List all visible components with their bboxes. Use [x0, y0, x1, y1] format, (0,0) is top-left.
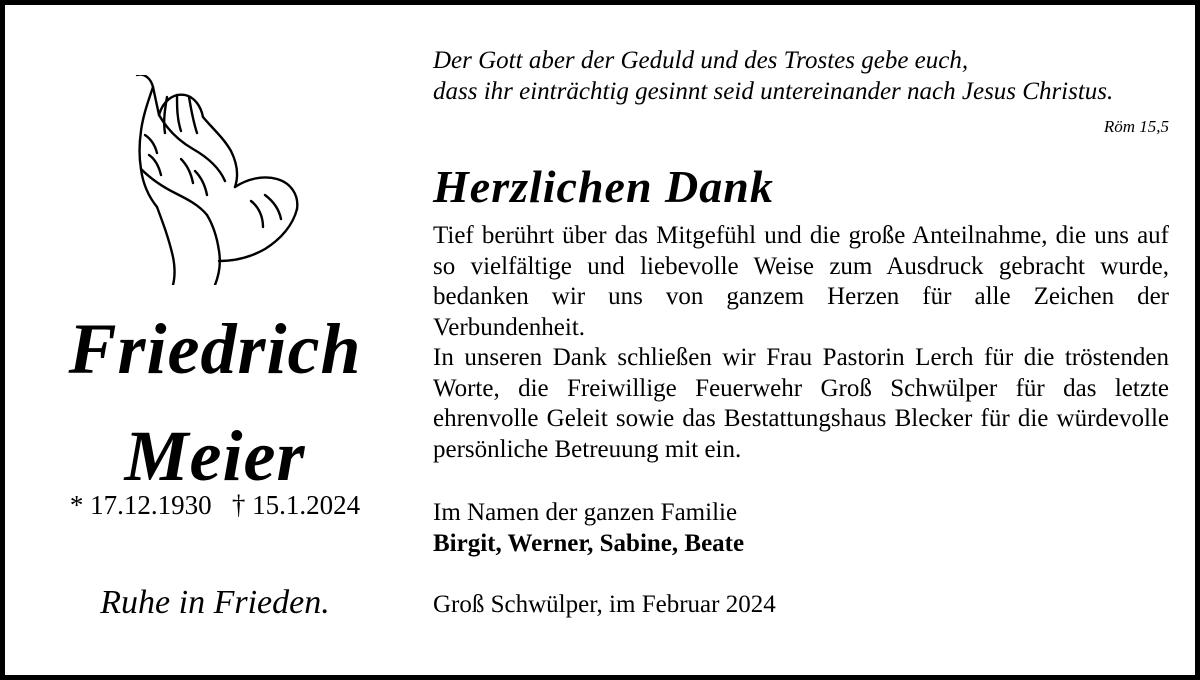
- memorial-column: [35, 65, 395, 655]
- deceased-last-name: Meier: [124, 416, 306, 496]
- family-names: Birgit, Werner, Sabine, Beate: [433, 530, 745, 557]
- place-and-date: Groß Schwülper, im Februar 2024: [433, 591, 776, 618]
- family-intro: Im Namen der ganzen Familie: [433, 499, 738, 526]
- bible-verse-reference: Röm 15,5: [1103, 117, 1169, 136]
- deceased-first-name: Friedrich: [68, 309, 362, 389]
- life-dates: * 17.12.1930 † 15.1.2024: [69, 490, 361, 520]
- message-column: [433, 45, 1169, 620]
- thanks-message: [433, 221, 1169, 465]
- praying-hands-icon: [115, 75, 335, 285]
- bible-verse-line-1: Der Gott aber der Geduld und des Trostes gebe euch,: [433, 47, 969, 74]
- thanks-paragraph-1: Tief berührt über das Mitgefühl und die große Anteilnahme, die uns auf so vielfältige und liebevolle Weise zum Ausdruck gebracht wurde, bedanken wir uns von ganzem Herzen für alle Zeichen der Verbundenheit.: [433, 222, 1169, 341]
- thanks-paragraph-2: In unseren Dank schließen wir Frau Pastorin Lerch für die tröstenden Worte, die Freiwillige Feuerwehr Groß Schwülper für das letzte ehrenvolle Geleit sowie das Bestattungshaus Blecker für die würdevolle persönliche Betreuung mit ein.: [433, 344, 1169, 463]
- thanks-heading: Herzlichen Dank: [433, 161, 774, 212]
- closing-words: Ruhe in Frieden.: [100, 584, 330, 621]
- bible-verse-line-2: dass ihr einträchtig gesinnt seid untereinander nach Jesus Christus.: [433, 78, 1114, 105]
